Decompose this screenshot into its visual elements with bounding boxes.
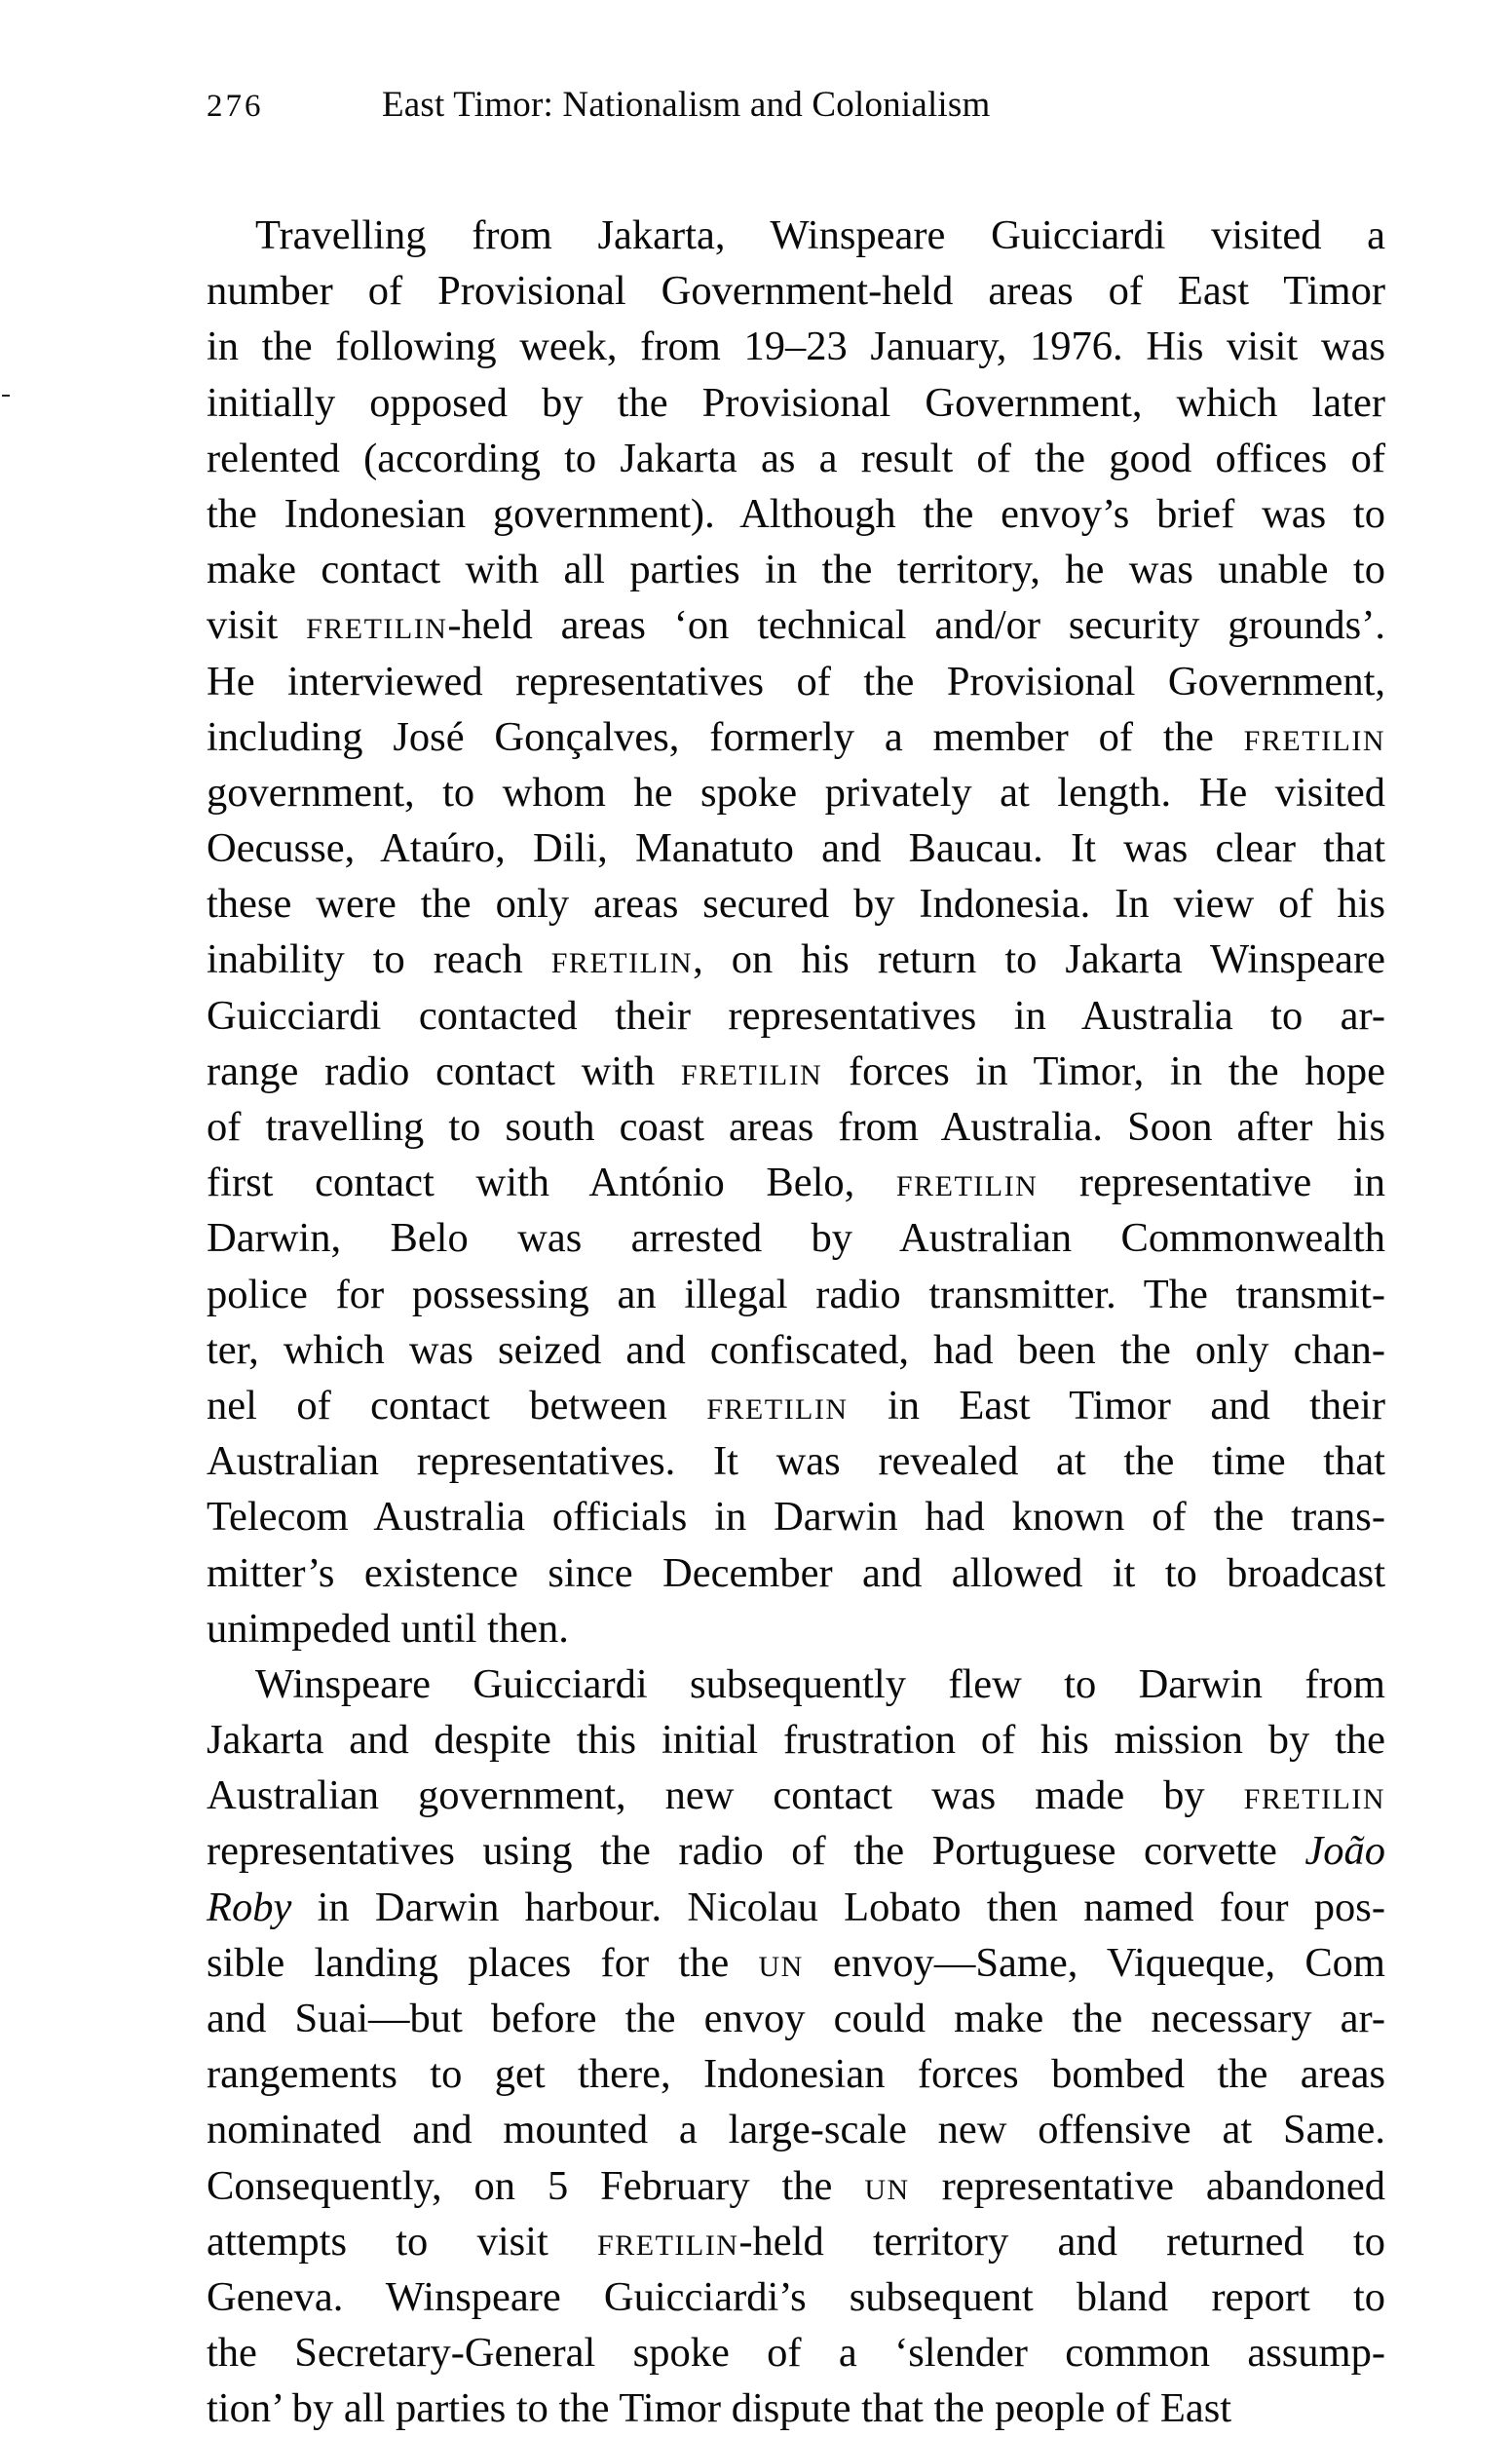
- text-run: Geneva. Winspeare Guicciardi’s subsequent bland report to: [207, 2273, 1385, 2320]
- text-run: nel of contact between: [207, 1382, 707, 1428]
- text-run: Travelling from Jakarta, Winspeare Guicciardi visited a: [255, 212, 1385, 258]
- text-line: [207, 319, 1385, 374]
- text-run: the Indonesian government). Although the envoy’s brief was to: [207, 490, 1385, 537]
- text-run: rangements to get there, Indonesian forces bombed the areas: [207, 2051, 1385, 2098]
- text-line: [207, 263, 1385, 319]
- text-run: Australian government, new contact was made by: [207, 1772, 1244, 1819]
- text-run: Telecom Australia officials in Darwin had known of the trans-: [207, 1494, 1385, 1541]
- text-line: [207, 1935, 1385, 1991]
- small-caps-term: un: [864, 2162, 910, 2209]
- text-line: [207, 2158, 1385, 2214]
- text-run: and Suai—but before the envoy could make the necessary ar-: [207, 1996, 1385, 2041]
- text-line: [207, 820, 1385, 876]
- text-line: [207, 932, 1385, 987]
- running-head: [207, 84, 990, 133]
- text-run: sible landing places for the: [207, 1939, 759, 1986]
- text-run: forces in Timor, in the hope: [822, 1047, 1385, 1094]
- text-line: [207, 2269, 1385, 2325]
- text-line: [207, 1601, 1385, 1656]
- text-run: unimpeded until then.: [207, 1605, 569, 1652]
- text-line: [207, 1991, 1385, 2046]
- text-line: [207, 2380, 1385, 2436]
- text-run: envoy—Same, Viqueque, Com: [803, 1939, 1385, 1986]
- text-line: [207, 1433, 1385, 1489]
- italic-term: Roby: [207, 1884, 292, 1930]
- text-run: , on his return to Jakarta Winspeare: [693, 936, 1385, 983]
- text-line: [207, 1322, 1385, 1378]
- text-line: [207, 1044, 1385, 1099]
- text-run: representative abandoned: [909, 2162, 1385, 2209]
- text-line: [207, 1545, 1385, 1601]
- text-run: Consequently, on 5 February the: [207, 2162, 865, 2209]
- text-run: including José Gonçalves, formerly a member of the: [207, 713, 1244, 760]
- text-run: Australian representatives. It was revealed at the time that: [207, 1438, 1385, 1485]
- text-run: number of Provisional Government-held areas of East Timor: [207, 268, 1385, 315]
- text-line: [207, 1155, 1385, 1210]
- text-line: [207, 1823, 1385, 1879]
- running-title: East Timor: Nationalism and Colonialism: [382, 85, 991, 125]
- text-run: make contact with all parties in the territory, he was unable to: [207, 547, 1385, 593]
- text-line: [207, 709, 1385, 765]
- text-line: [207, 1712, 1385, 1768]
- text-run: Darwin, Belo was arrested by Australian Commonwealth: [207, 1215, 1385, 1262]
- text-run: tion’ by all parties to the Timor dispute that the people of East: [207, 2385, 1232, 2432]
- text-run: attempts to visit: [207, 2218, 598, 2265]
- small-caps-term: un: [758, 1939, 804, 1986]
- text-line: [207, 654, 1385, 709]
- text-run: in the following week, from 19–23 January, 1976. His visit was: [207, 324, 1385, 370]
- text-line: [207, 1267, 1385, 1322]
- text-line: [207, 1656, 1385, 1712]
- text-line: [207, 208, 1385, 263]
- text-run: first contact with António Belo,: [207, 1160, 896, 1206]
- text-line: [207, 765, 1385, 820]
- text-line: [207, 1768, 1385, 1823]
- text-line: [207, 2214, 1385, 2269]
- text-line: [207, 597, 1385, 653]
- small-caps-term: fretilin: [1243, 1772, 1385, 1819]
- text-run: these were the only areas secured by Indonesia. In view of his: [207, 881, 1385, 928]
- text-line: [207, 431, 1385, 486]
- text-run: Guicciardi contacted their representatives in Australia to ar-: [207, 992, 1385, 1039]
- small-caps-term: fretilin: [550, 936, 694, 983]
- text-run: of travelling to south coast areas from Australia. Soon after his: [207, 1104, 1385, 1150]
- text-run: range radio contact with: [207, 1047, 681, 1094]
- text-run: inability to reach: [207, 936, 551, 983]
- text-line: [207, 2046, 1385, 2102]
- text-line: [207, 1378, 1385, 1433]
- text-line: [207, 988, 1385, 1044]
- text-run: government, to whom he spoke privately at length. He visited: [207, 769, 1385, 816]
- text-run: in East Timor and their: [848, 1382, 1385, 1428]
- text-run: visit: [207, 602, 307, 649]
- text-line: [207, 876, 1385, 932]
- text-run: Winspeare Guicciardi subsequently flew to Darwin from: [255, 1660, 1385, 1707]
- text-line: [207, 1099, 1385, 1155]
- text-run: mitter’s existence since December and allowed it to broadcast: [207, 1549, 1385, 1596]
- text-line: [207, 1880, 1385, 1935]
- text-line: [207, 1210, 1385, 1266]
- small-caps-term: fretilin: [680, 1047, 823, 1094]
- text-run: nominated and mounted a large-scale new offensive at Same.: [207, 2107, 1385, 2153]
- margin-mark: [2, 395, 10, 397]
- text-line: [207, 2325, 1385, 2380]
- small-caps-term: fretilin: [706, 1382, 849, 1428]
- text-line: [207, 375, 1385, 431]
- text-run: relented (according to Jakarta as a result of the good offices of: [207, 435, 1385, 481]
- text-line: [207, 2102, 1385, 2157]
- paragraph: [207, 208, 1385, 1656]
- text-run: representative in: [1038, 1160, 1385, 1206]
- italic-term: João: [1304, 1828, 1385, 1875]
- text-run: in Darwin harbour. Nicolau Lobato then named four pos-: [291, 1884, 1385, 1930]
- text-run: He interviewed representatives of the Provisional Government,: [207, 658, 1385, 704]
- text-run: ter, which was seized and confiscated, had been the only chan-: [207, 1326, 1385, 1373]
- small-caps-term: fretilin: [1243, 713, 1385, 760]
- text-run: representatives using the radio of the Portuguese corvette: [207, 1828, 1305, 1875]
- page-number: 276: [207, 89, 264, 124]
- text-run: Jakarta and despite this initial frustration of his mission by the: [207, 1717, 1385, 1764]
- small-caps-term: fretilin: [895, 1160, 1039, 1206]
- text-run: initially opposed by the Provisional Government, which later: [207, 379, 1385, 426]
- text-run: -held areas ‘on technical and/or security grounds’.: [447, 602, 1386, 649]
- body-text: [207, 208, 1385, 2437]
- small-caps-term: fretilin: [597, 2218, 739, 2265]
- text-line: [207, 1489, 1385, 1544]
- small-caps-term: fretilin: [306, 602, 448, 649]
- text-run: Oecusse, Ataúro, Dili, Manatuto and Baucau. It was clear that: [207, 825, 1385, 872]
- text-run: the Secretary-General spoke of a ‘slender common assump-: [207, 2330, 1385, 2377]
- text-line: [207, 542, 1385, 597]
- text-run: -held territory and returned to: [738, 2218, 1385, 2265]
- text-line: [207, 486, 1385, 542]
- text-run: police for possessing an illegal radio transmitter. The transmit-: [207, 1271, 1385, 1317]
- paragraph: [207, 1656, 1385, 2437]
